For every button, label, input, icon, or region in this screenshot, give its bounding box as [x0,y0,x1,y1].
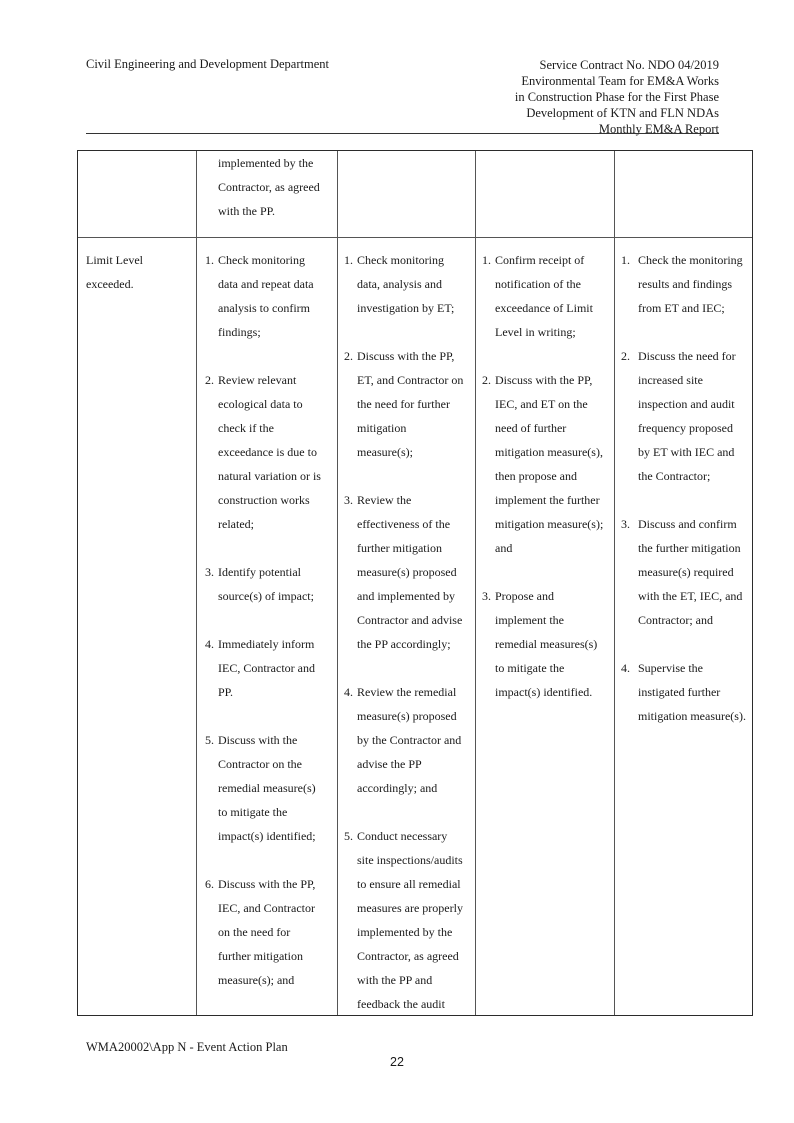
row-divider [78,237,752,238]
list-item [482,248,612,344]
item-number: 1. [344,253,353,267]
item-number: 5. [344,829,353,843]
text-line: investigation by ET; [357,301,455,315]
text-line: mitigation measure(s); [495,517,604,531]
text-line: Supervise the [638,661,703,675]
text-line: by ET with IEC and [638,445,735,459]
text-line: feedback the audit [357,997,445,1011]
header-line: Service Contract No. NDO 04/2019 [539,58,719,72]
text-line: IEC, and ET on the [495,397,588,411]
iec-action-cell [344,248,472,1016]
item-number: 6. [205,877,214,891]
text-line: Immediately inform [218,637,315,651]
item-number: 2. [344,349,353,363]
text-line: Contractor and advise [357,613,463,627]
list-item [344,488,472,656]
text-line: ET, and Contractor on [357,373,464,387]
text-line: the PP accordingly; [357,637,451,651]
item-number: 4. [205,637,214,651]
text-line: frequency proposed [638,421,733,435]
text-line: natural variation or is [218,469,321,483]
item-number: 2. [205,373,214,387]
list-item [205,560,333,608]
et-action-cell [205,248,333,992]
text-line: mitigation measure(s). [638,709,746,723]
text-line: Contractor on the [218,757,302,771]
text-line: with the ET, IEC, and [638,589,743,603]
text-line: ecological data to [218,397,303,411]
column-divider [475,151,476,1015]
text-line: Contractor, as agreed [218,180,320,194]
header-line: in Construction Phase for the First Phase [514,90,719,104]
text-line: with the PP and [357,973,433,987]
event-action-table [77,150,753,1016]
pp-action-cell [482,248,612,704]
text-line: data and repeat data [218,277,314,291]
text-line: Review the remedial [357,685,457,699]
text-line: and [495,541,513,555]
text-line: Discuss and confirm [638,517,737,531]
text-line: instigated further [638,685,721,699]
text-line: inspection and audit [638,397,735,411]
text-line: Level in writing; [495,325,576,339]
text-line: related; [218,517,254,531]
text-line: remedial measures(s) [495,637,598,651]
text-line: Contractor, as agreed [357,949,459,963]
page-number: 22 [390,1055,404,1069]
text-line: Identify potential [218,565,301,579]
header-contract-info [515,57,719,137]
text-line: on the need for [218,925,291,939]
text-line: PP. [218,685,234,699]
text-line: Propose and [495,589,554,603]
list-item [205,248,333,344]
list-item [621,512,753,632]
text-line: data, analysis and [357,277,442,291]
text-line: notification of the [495,277,581,291]
text-line: need of further [495,421,567,435]
text-line: impact(s) identified; [218,829,316,843]
text-line: Confirm receipt of [495,253,585,267]
item-number: 2. [482,373,491,387]
text-line: measure(s) required [638,565,734,579]
text-line: measure(s); [357,445,413,459]
text-line: results and findings [638,277,732,291]
item-number: 1. [205,253,214,267]
text-line: effectiveness of the [357,517,451,531]
event-line: exceeded. [86,277,134,291]
text-line: by the Contractor and [357,733,462,747]
text-line: to mitigate the [218,805,288,819]
text-line: then propose and [495,469,577,483]
text-line: construction works [218,493,310,507]
text-line: measures are properly [357,901,463,915]
text-line: exceedance of Limit [495,301,593,315]
header-line: Monthly EM&A Report [598,122,719,136]
list-item [621,656,753,728]
text-line: mitigation [357,421,407,435]
item-number: 3. [482,589,491,603]
event-line: Limit Level [86,253,143,267]
text-line: IEC, and Contractor [218,901,315,915]
text-line: mitigation measure(s), [495,445,603,459]
contractor-action-cell [621,248,753,728]
list-item [482,368,612,560]
text-line: to ensure all remedial [357,877,461,891]
item-number: 4. [344,685,353,699]
text-line: the need for further [357,397,450,411]
text-line: measure(s); and [218,973,295,987]
text-line: source(s) of impact; [218,589,314,603]
text-line: impact(s) identified. [495,685,593,699]
header-department: Civil Engineering and Development Department [86,57,329,71]
list-item [344,824,472,1016]
text-line: Review relevant [218,373,297,387]
column-divider [196,151,197,1015]
item-number: 1. [482,253,491,267]
item-number: 3. [344,493,353,507]
text-line: implemented by the [218,156,314,170]
text-line: from ET and IEC; [638,301,725,315]
text-line: Discuss with the PP, [218,877,316,891]
event-cell [86,248,143,296]
list-item [205,632,333,704]
list-item [205,872,333,992]
text-line: remedial measure(s) [218,781,316,795]
list-item [621,248,753,320]
text-line: Discuss the need for [638,349,736,363]
text-line: analysis to confirm [218,301,310,315]
continuation-cell [218,151,320,223]
text-line: accordingly; and [357,781,438,795]
list-item [482,584,612,704]
text-line: implement the further [495,493,600,507]
list-item [344,680,472,800]
text-line: Conduct necessary [357,829,448,843]
footer-document-ref: WMA20002\App N - Event Action Plan [86,1040,288,1054]
header-line: Development of KTN and FLN NDAs [526,106,719,120]
text-line: Discuss with the PP, [495,373,593,387]
text-line: implemented by the [357,925,453,939]
text-line: Contractor; and [638,613,713,627]
list-item [344,344,472,464]
text-line: Check monitoring [357,253,444,267]
column-divider [337,151,338,1015]
item-number: 4. [621,661,630,675]
list-item [621,344,753,488]
text-line: IEC, Contractor and [218,661,315,675]
text-line: and implemented by [357,589,455,603]
item-number: 5. [205,733,214,747]
text-line: measure(s) proposed [357,565,457,579]
item-number: 1. [621,253,630,267]
text-line: the Contractor; [638,469,711,483]
text-line: Check monitoring [218,253,305,267]
header-line: Environmental Team for EM&A Works [521,74,719,88]
text-line: check if the [218,421,274,435]
item-number: 3. [621,517,630,531]
text-line: Discuss with the [218,733,298,747]
text-line: Discuss with the PP, [357,349,455,363]
text-line: measure(s) proposed [357,709,457,723]
text-line: increased site [638,373,703,387]
text-line: further mitigation [357,541,442,555]
column-divider [614,151,615,1015]
text-line: exceedance is due to [218,445,317,459]
list-item [205,728,333,848]
list-item [205,368,333,536]
text-line: Check the monitoring [638,253,743,267]
text-line: further mitigation [218,949,303,963]
text-line: advise the PP [357,757,422,771]
text-line: site inspections/audits [357,853,463,867]
text-line: findings; [218,325,261,339]
text-line: implement the [495,613,564,627]
text-line: Review the [357,493,412,507]
text-line: with the PP. [218,204,276,218]
text-line: to mitigate the [495,661,565,675]
list-item [344,248,472,320]
text-line: the further mitigation [638,541,741,555]
header-rule [86,133,719,134]
item-number: 2. [621,349,630,363]
item-number: 3. [205,565,214,579]
